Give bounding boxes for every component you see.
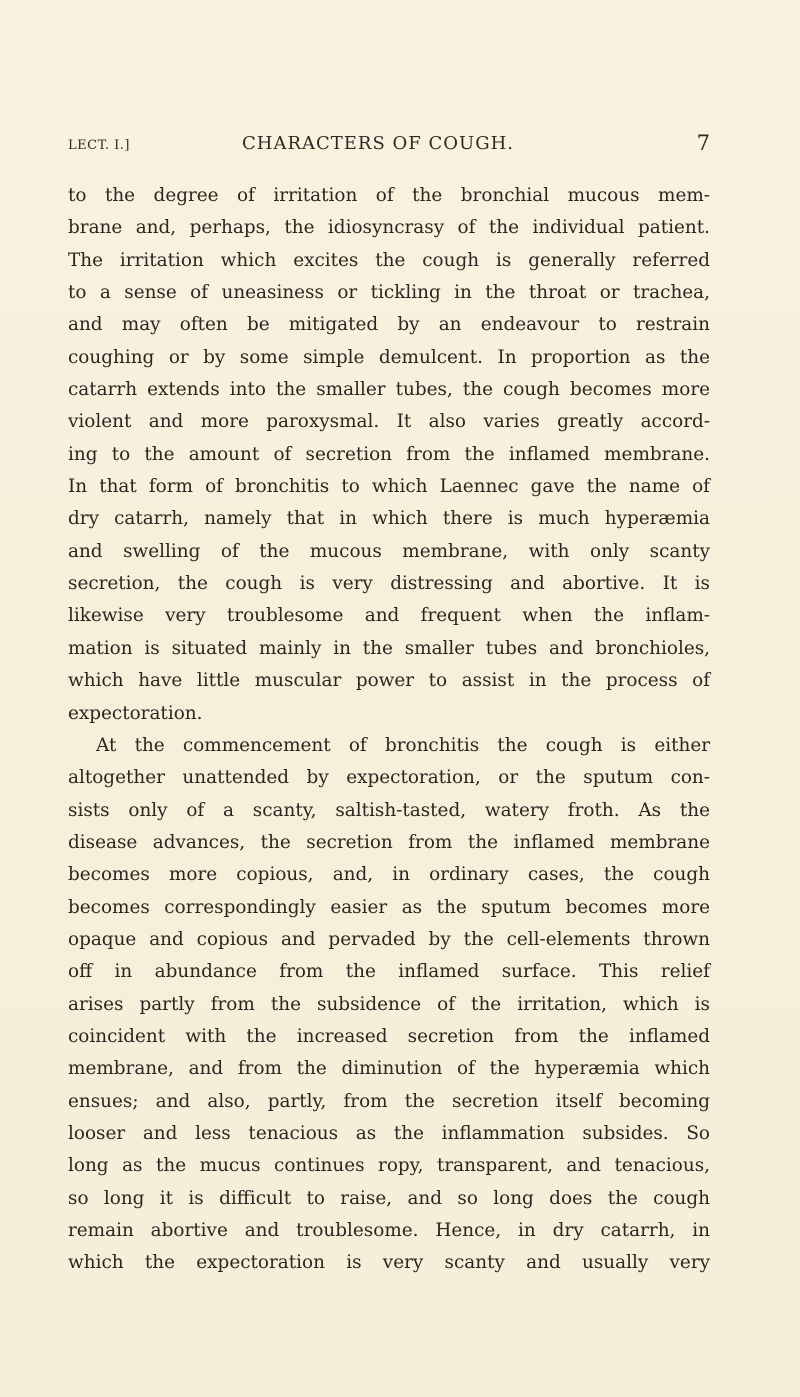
text-line: secretion, the cough is very distressing and abortive. It is xyxy=(68,573,710,595)
text-line: becomes more copious, and, in ordinary cases, the cough xyxy=(68,864,710,886)
text-line: ensues; and also, partly, from the secretion itself becoming xyxy=(68,1090,710,1112)
text-line: coincident with the increased secretion from the inflamed xyxy=(68,1025,710,1047)
text-line: and swelling of the mucous membrane, with only scanty xyxy=(68,540,710,562)
running-header xyxy=(68,133,710,159)
text-line: brane and, perhaps, the idiosyncrasy of the individual patient. xyxy=(68,217,710,239)
text-line: mation is situated mainly in the smaller tubes and bronchioles, xyxy=(68,637,710,659)
text-line: The irritation which excites the cough is generally referred xyxy=(68,249,710,271)
text-line: remain abortive and troublesome. Hence, in dry catarrh, in xyxy=(68,1220,710,1241)
lecture-reference: LECT. I.] xyxy=(68,138,130,153)
text-line: violent and more paroxysmal. It also varies greatly accord- xyxy=(68,411,710,433)
text-line: and may often be mitigated by an endeavour to restrain xyxy=(68,314,710,336)
paragraph-end-line: expectoration. xyxy=(68,702,203,724)
page-number: 7 xyxy=(696,131,710,155)
text-line: altogether unattended by expectoration, or the sputum con- xyxy=(68,767,710,789)
text-line: opaque and copious and pervaded by the cell-elements thrown xyxy=(68,928,710,950)
page-title: CHARACTERS OF COUGH. xyxy=(241,133,514,154)
text-line: off in abundance from the inflamed surface. This relief xyxy=(68,961,710,983)
paragraph-start-line: At the commencement of bronchitis the cough is either xyxy=(96,734,710,756)
text-line: membrane, and from the diminution of the hyperæmia which xyxy=(68,1058,710,1080)
text-line: looser and less tenacious as the inflammation subsides. So xyxy=(68,1122,710,1144)
text-line: long as the mucus continues ropy, transparent, and tenacious, xyxy=(68,1155,710,1177)
text-line: arises partly from the subsidence of the irritation, which is xyxy=(68,993,710,1015)
text-line: catarrh extends into the smaller tubes, the cough becomes more xyxy=(68,379,710,401)
text-line: In that form of bronchitis to which Laennec gave the name of xyxy=(68,476,710,498)
text-line: likewise very troublesome and frequent when the inflam- xyxy=(68,605,710,627)
body-text xyxy=(68,180,710,1280)
text-line: disease advances, the secretion from the inflamed membrane xyxy=(68,831,710,853)
text-line: so long it is difficult to raise, and so long does the cough xyxy=(68,1187,710,1209)
text-line: to a sense of uneasiness or tickling in the throat or trachea, xyxy=(68,282,710,304)
text-line: becomes correspondingly easier as the sputum becomes more xyxy=(68,896,710,918)
text-line: which have little muscular power to assist in the process of xyxy=(68,670,710,692)
text-line: sists only of a scanty, saltish-tasted, watery froth. As the xyxy=(68,799,710,821)
text-line: dry catarrh, namely that in which there is much hyperæmia xyxy=(68,508,710,530)
text-line: coughing or by some simple demulcent. In proportion as the xyxy=(68,346,710,368)
text-line: ing to the amount of secretion from the inflamed membrane. xyxy=(68,443,710,465)
text-line: which the expectoration is very scanty and usually very xyxy=(68,1252,710,1274)
text-line: to the degree of irritation of the bronchial mucous mem- xyxy=(68,185,710,206)
